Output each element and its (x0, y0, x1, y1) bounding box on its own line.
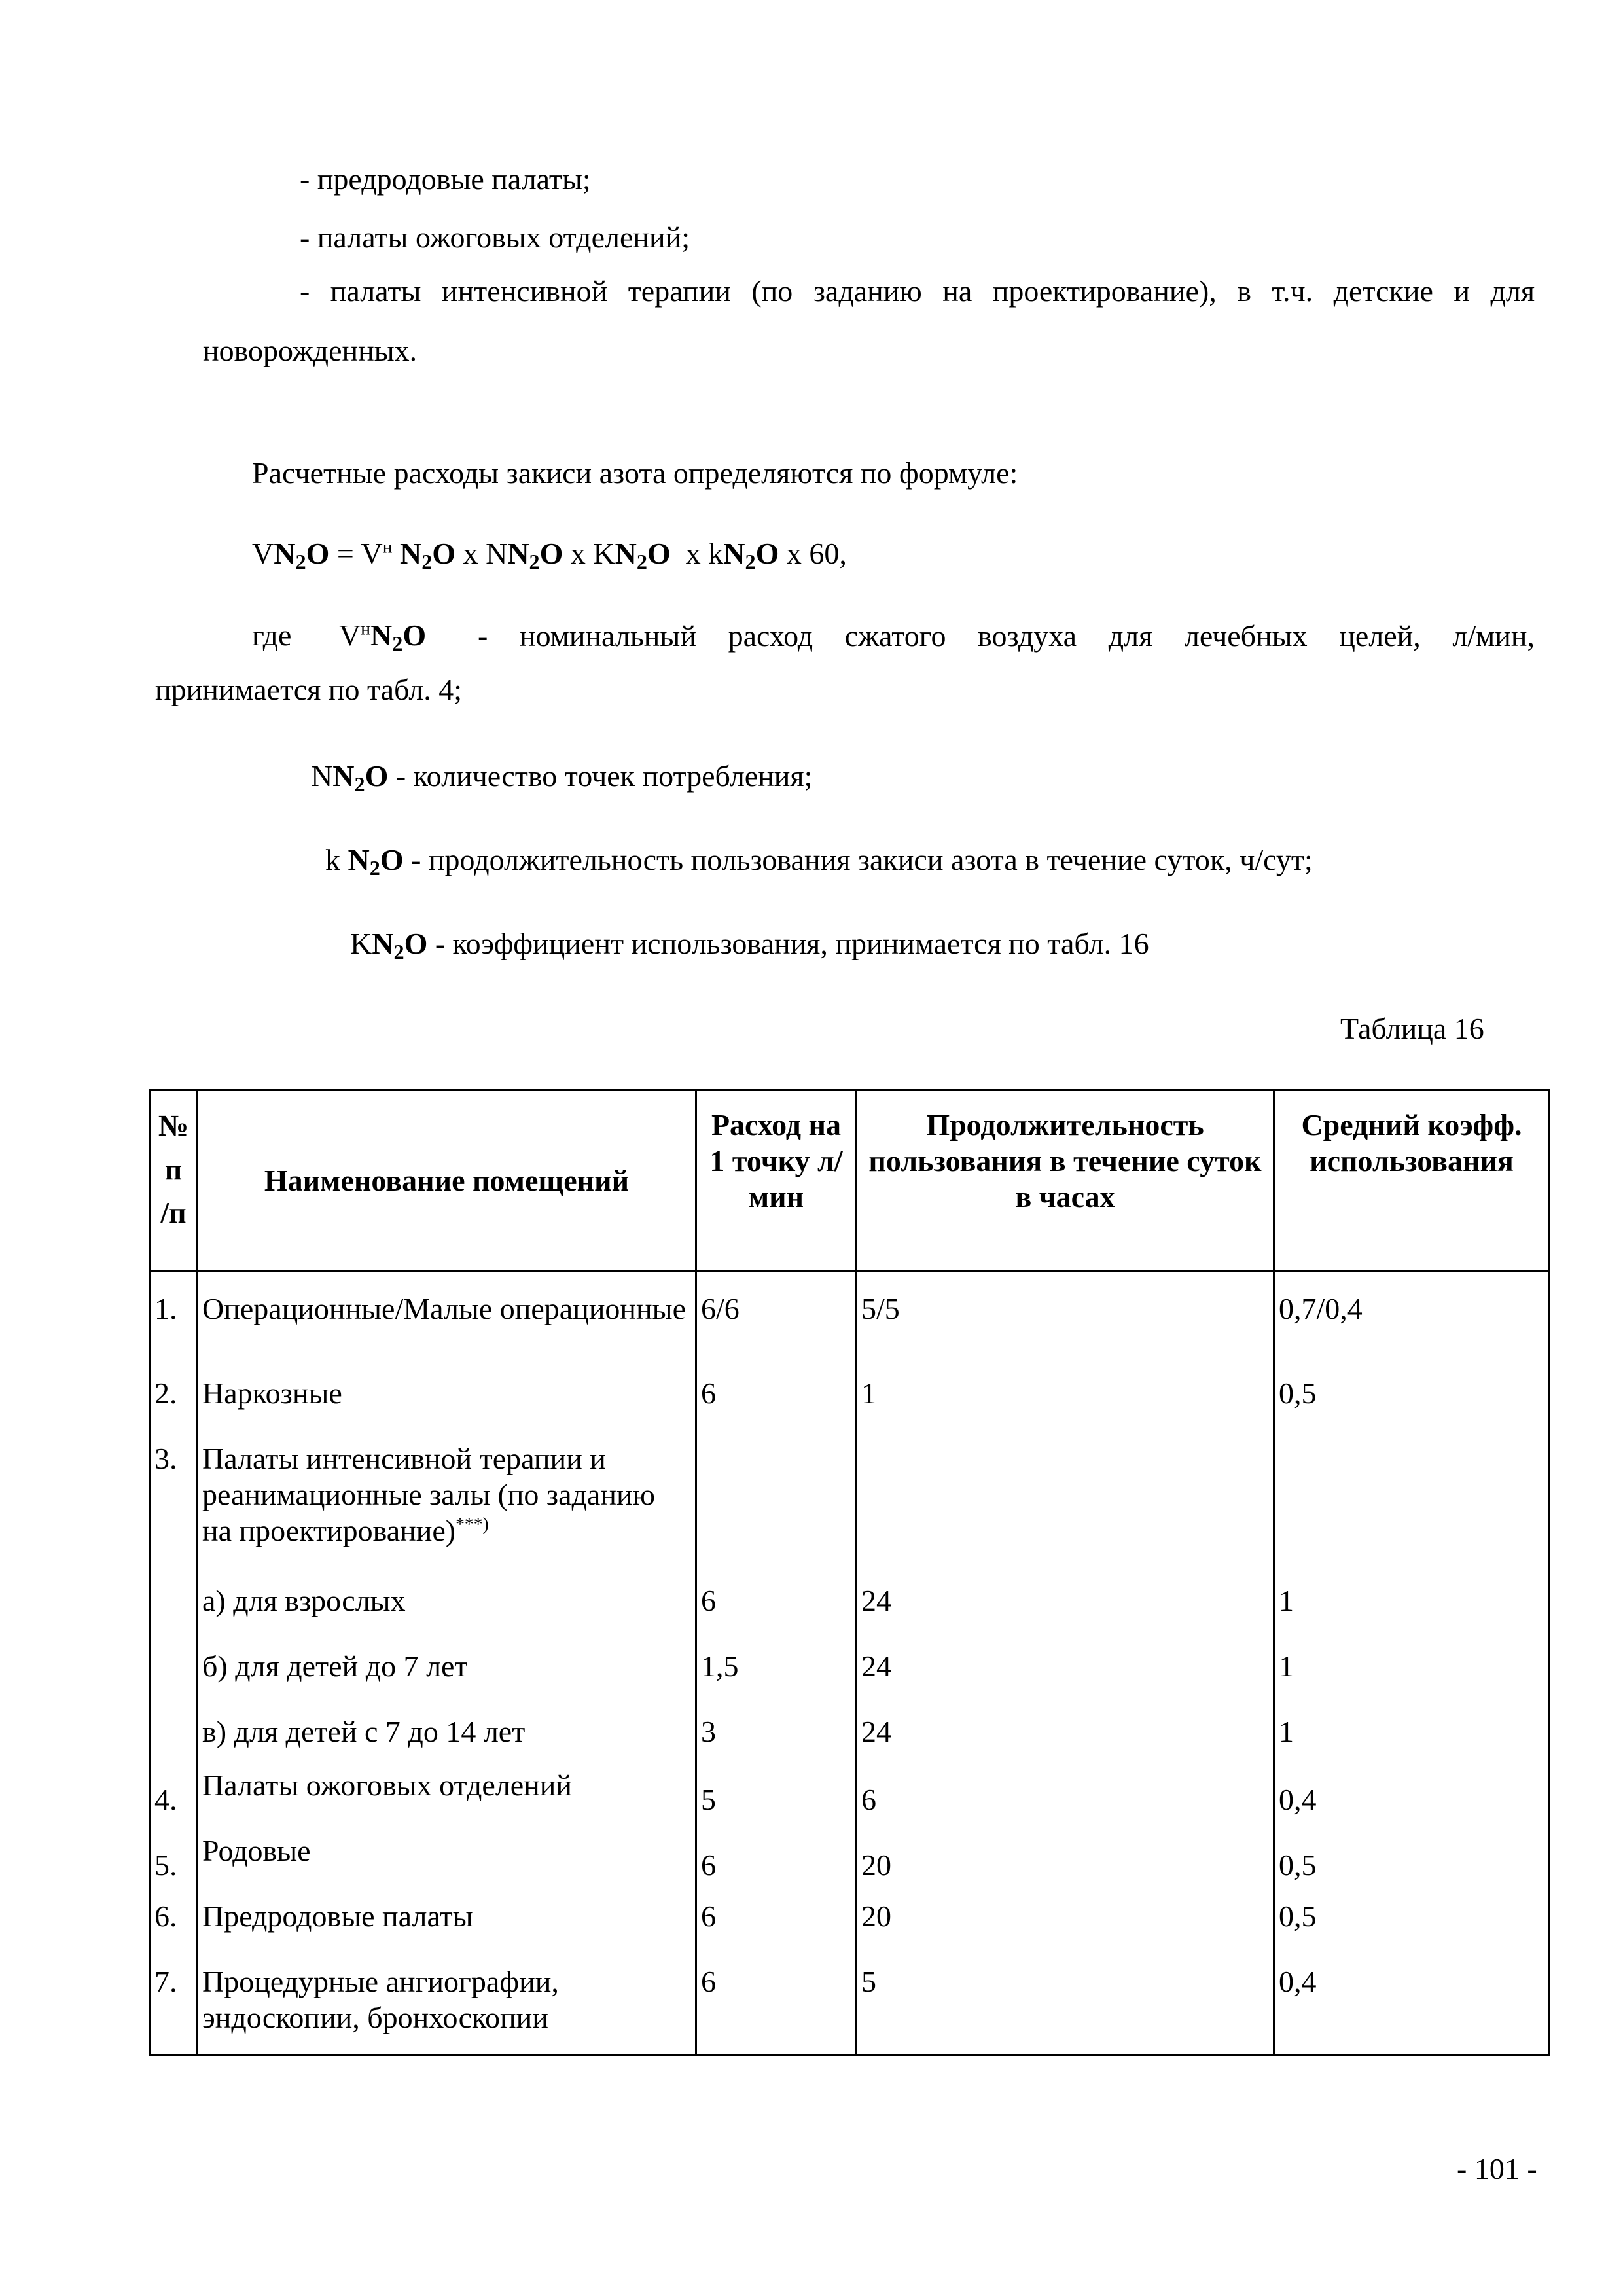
page-number: - 101 - (1457, 2152, 1537, 2185)
k-cap-definition: $KN_2O$ - коэффициент использования, принимается по табл. 16 (350, 927, 1149, 964)
row-name: Палаты ожоговых отделений (198, 1767, 696, 1833)
formula: $VN_2O = V^н$ $N_2O$ х $NN_2O$ х $KN_2O$ х $kN_2O$ х 60, (252, 536, 847, 574)
row-number: 5. (150, 1833, 198, 1898)
row-name: Наркозные (198, 1375, 696, 1441)
table-header-row (150, 1090, 1550, 1272)
row-rate: 1,5 (696, 1648, 857, 1713)
row-coefficient: 0,4 (1274, 1767, 1550, 1833)
table-row (150, 1964, 1550, 2056)
row-duration: 20 (857, 1833, 1274, 1898)
intro-item-1: - предродовые палаты; (300, 162, 591, 196)
header-coefficient: Средний коэфф. использования (1274, 1090, 1550, 1272)
intro-item-3: - палаты интенсивной терапии (по заданию на проектирование), в т.ч. детские и для (300, 274, 1535, 308)
row-duration: 5 (857, 1964, 1274, 2056)
row-number: 7. (150, 1964, 198, 2056)
row-duration: 1 (857, 1375, 1274, 1441)
table-caption: Таблица 16 (1340, 1012, 1484, 1045)
table-row (150, 1648, 1550, 1713)
n-definition: $NN_2O$ - количество точек потребления; (311, 759, 813, 797)
row-coefficient: 1 (1274, 1713, 1550, 1767)
row-rate: 6/6 (696, 1272, 857, 1375)
where-definition-cont: принимается по табл. 4; (155, 673, 463, 706)
row-coefficient: 0,5 (1274, 1375, 1550, 1441)
table-row (150, 1375, 1550, 1441)
row-duration: 5/5 (857, 1272, 1274, 1375)
row-duration: 6 (857, 1767, 1274, 1833)
row-rate: 3 (696, 1713, 857, 1767)
intro-item-3-cont: новорожденных. (203, 334, 418, 367)
table-row (150, 1833, 1550, 1898)
row-number (150, 1648, 198, 1713)
table-16 (149, 1089, 1550, 2056)
row-name: в) для детей с 7 до 14 лет (198, 1713, 696, 1767)
row-coefficient: 0,5 (1274, 1833, 1550, 1898)
row-name: Родовые (198, 1833, 696, 1898)
table-row (150, 1272, 1550, 1375)
row-name: б) для детей до 7 лет (198, 1648, 696, 1713)
row-duration: 20 (857, 1898, 1274, 1964)
row-duration: 24 (857, 1583, 1274, 1648)
row-number: 1. (150, 1272, 198, 1375)
where-symbol: $V^нN_2O$ (339, 618, 427, 656)
table-row (150, 1898, 1550, 1964)
row-name-text: Палаты интенсивной терапии и реанимационные залы (по заданию на проектирование) (202, 1441, 655, 1547)
row-rate (696, 1441, 857, 1583)
where-definition: - номинальный расход сжатого воздуха для лечебных целей, л/мин, (478, 619, 1535, 653)
row-rate: 6 (696, 1583, 857, 1648)
header-rate: Расход на 1 точку л/мин (696, 1090, 857, 1272)
k-small-definition: k $N_2O$ - продолжительность пользования закиси азота в течение суток, ч/сут; (325, 843, 1313, 880)
row-coefficient (1274, 1441, 1550, 1583)
row-coefficient: 0,7/0,4 (1274, 1272, 1550, 1375)
row-number: 3. (150, 1441, 198, 1583)
row-name: Процедурные ангиографии, эндоскопии, бронхоскопии (198, 1964, 696, 2056)
header-room-name: Наименование помещений (198, 1090, 696, 1272)
row-rate: 6 (696, 1898, 857, 1964)
intro-item-2: - палаты ожоговых отделений; (300, 221, 690, 254)
row-coefficient: 1 (1274, 1583, 1550, 1648)
table-row (150, 1767, 1550, 1833)
where-word: где (252, 619, 292, 652)
row-coefficient: 0,4 (1274, 1964, 1550, 2056)
row-duration (857, 1441, 1274, 1583)
header-duration: Продолжительность пользования в течение суток в часах (857, 1090, 1274, 1272)
row-name: Предродовые палаты (198, 1898, 696, 1964)
row-number: 2. (150, 1375, 198, 1441)
row-coefficient: 1 (1274, 1648, 1550, 1713)
row-name (198, 1441, 696, 1583)
row-rate: 6 (696, 1964, 857, 2056)
row-duration: 24 (857, 1648, 1274, 1713)
table-row (150, 1441, 1550, 1583)
row-name: Операционные/Малые операционные (198, 1272, 696, 1375)
row-number: 6. (150, 1898, 198, 1964)
row-rate: 6 (696, 1375, 857, 1441)
table-row (150, 1583, 1550, 1648)
row-number (150, 1583, 198, 1648)
row-rate: 5 (696, 1767, 857, 1833)
row-coefficient: 0,5 (1274, 1898, 1550, 1964)
row-name: а) для взрослых (198, 1583, 696, 1648)
row-rate: 6 (696, 1833, 857, 1898)
row-duration: 24 (857, 1713, 1274, 1767)
header-number: № п /п (150, 1090, 198, 1272)
footnote-marker: ***) (455, 1513, 489, 1534)
formula-intro: Расчетные расходы закиси азота определяются по формуле: (252, 456, 1018, 490)
row-number: 4. (150, 1767, 198, 1833)
table-row (150, 1713, 1550, 1767)
row-number (150, 1713, 198, 1767)
